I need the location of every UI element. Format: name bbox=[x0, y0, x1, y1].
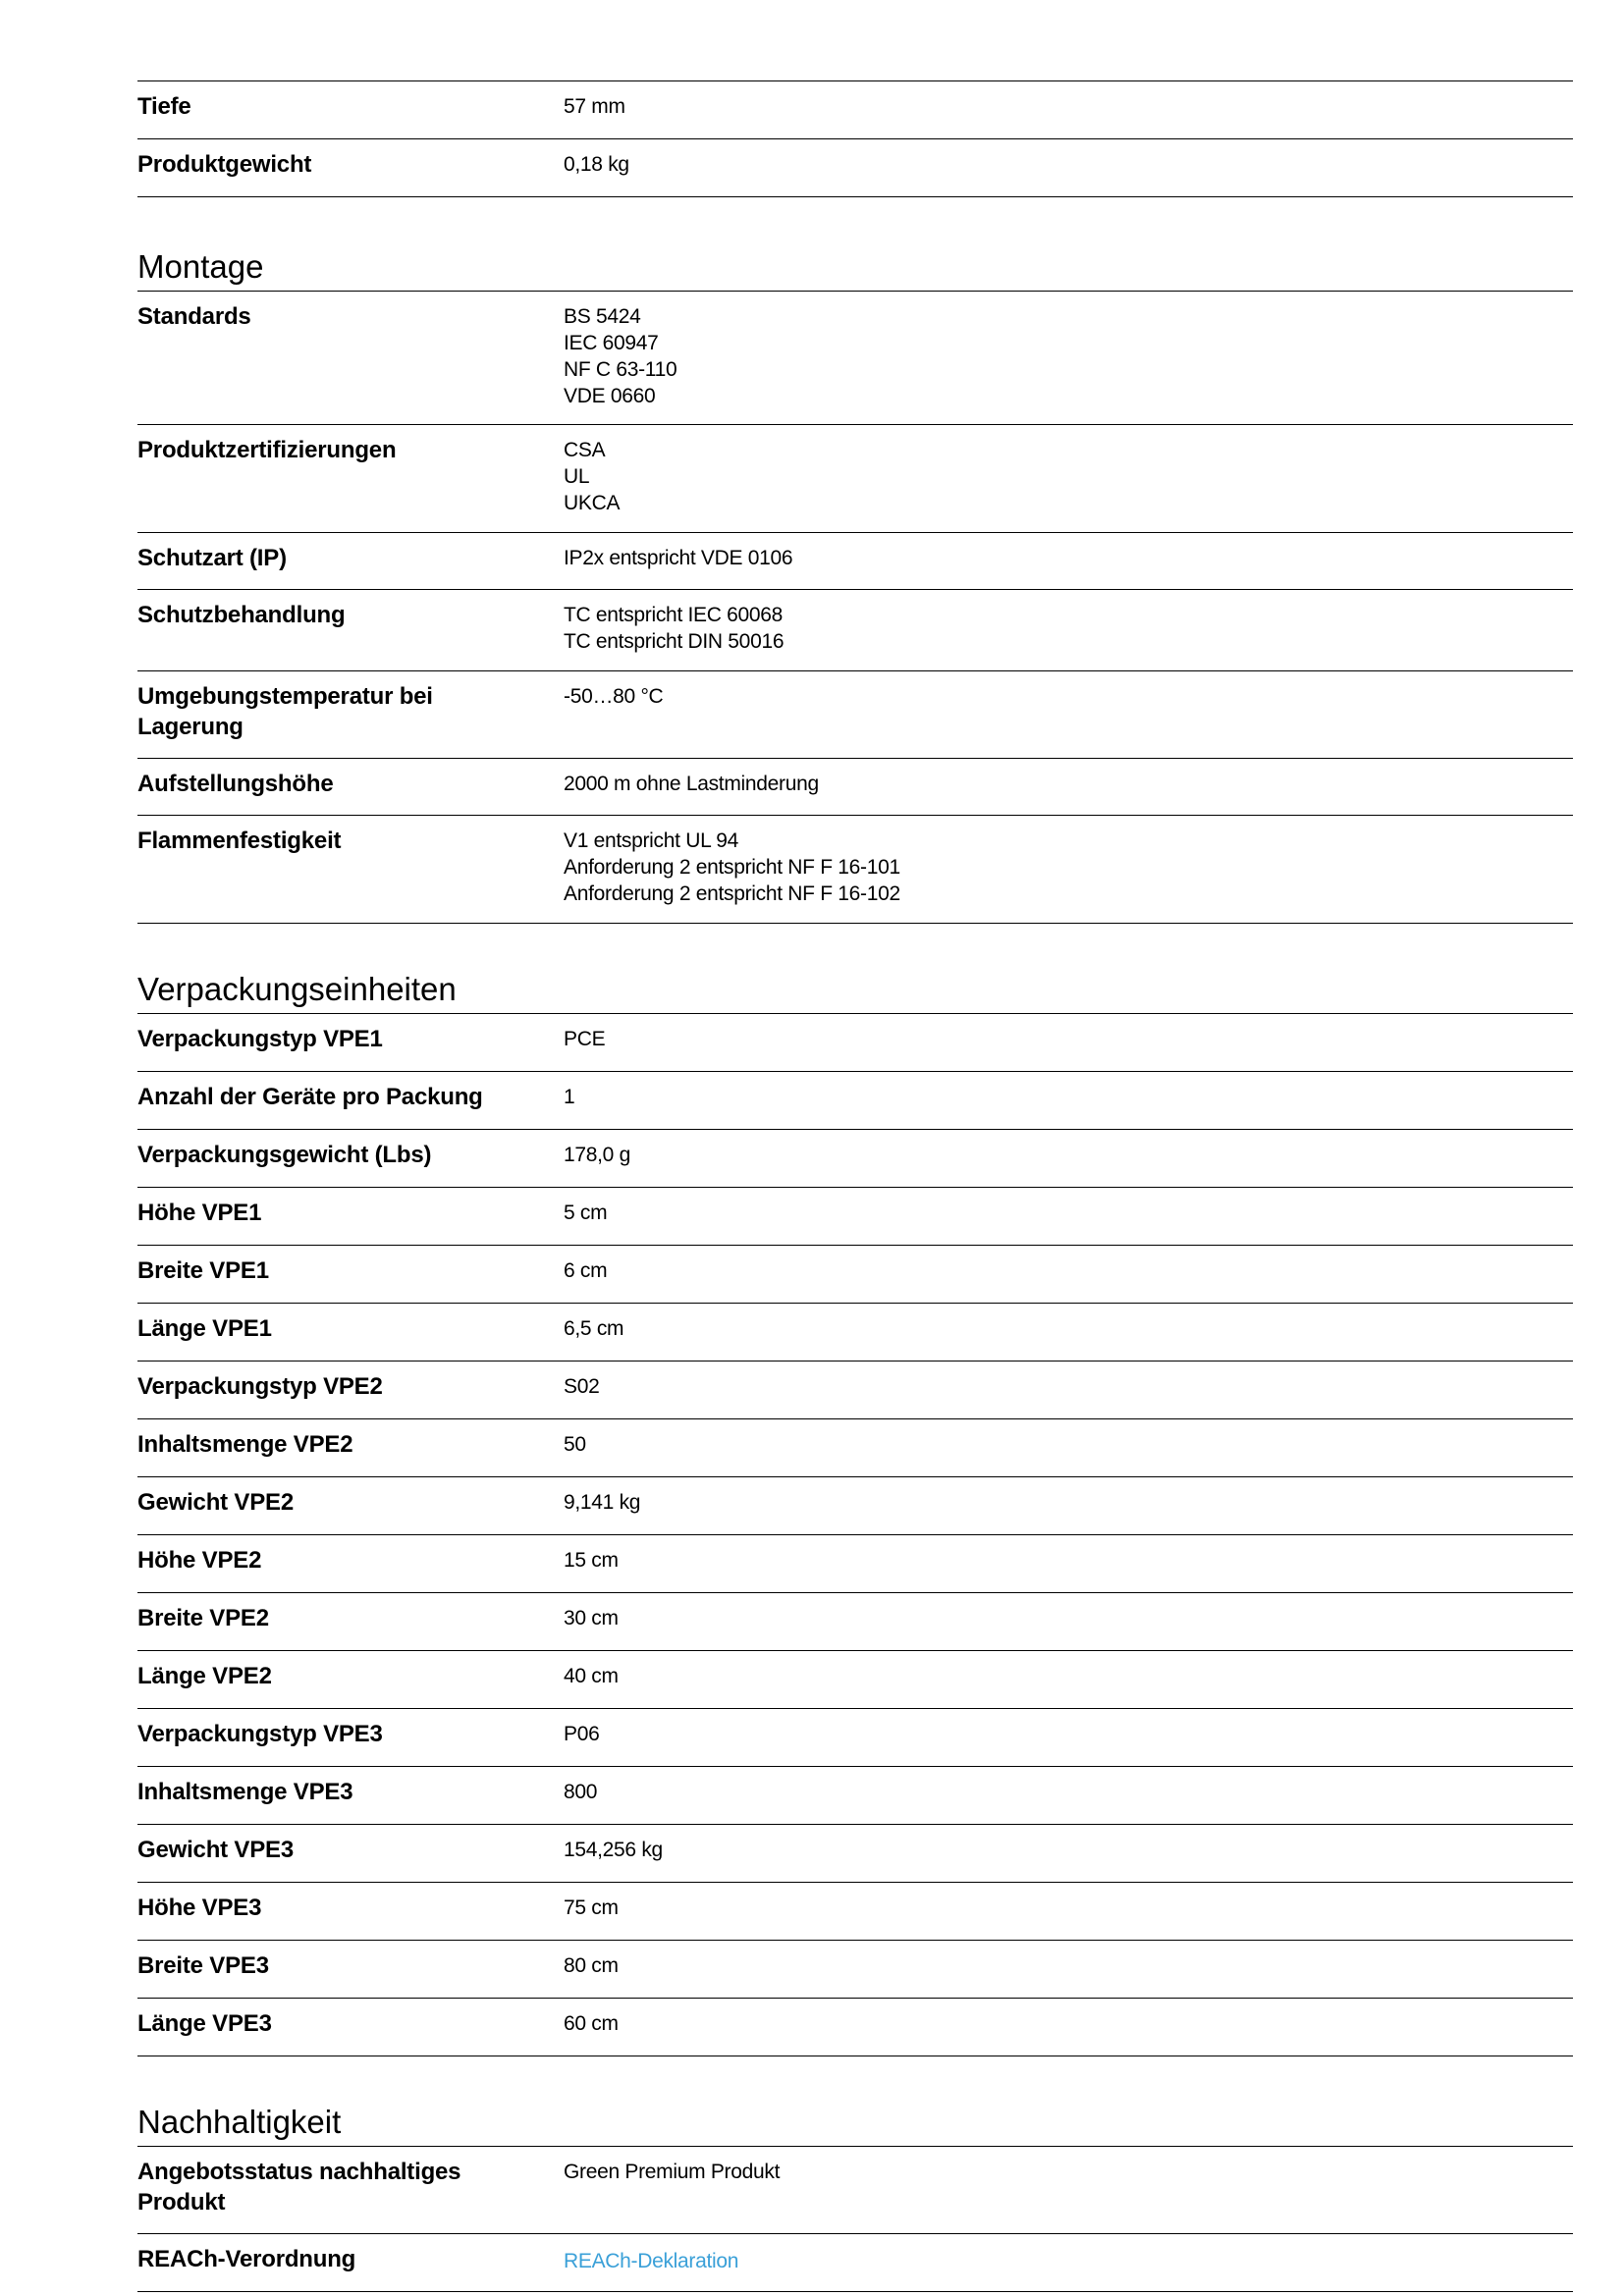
table-row bbox=[137, 1304, 1573, 1362]
dimensions-table bbox=[137, 80, 1573, 197]
row-value: 80 cm bbox=[564, 1954, 619, 1977]
table-row bbox=[137, 533, 1573, 590]
row-value: 6,5 cm bbox=[564, 1317, 624, 1340]
row-value: 50 bbox=[564, 1433, 586, 1456]
table-row bbox=[137, 2147, 1573, 2234]
row-value: -50…80 °C bbox=[564, 685, 664, 708]
row-value: P06 bbox=[564, 1723, 600, 1745]
row-value: 15 cm bbox=[564, 1549, 619, 1572]
table-row bbox=[137, 292, 1573, 425]
table-row bbox=[137, 1246, 1573, 1304]
row-label: Höhe VPE1 bbox=[137, 1200, 262, 1226]
section-table bbox=[137, 2146, 1573, 2292]
section-title: Montage bbox=[137, 248, 264, 285]
table-row bbox=[137, 1767, 1573, 1825]
table-row bbox=[137, 1130, 1573, 1188]
row-label: Verpackungsgewicht (Lbs) bbox=[137, 1142, 432, 1168]
row-value: CSA UL UKCA bbox=[564, 439, 621, 514]
row-label: Höhe VPE2 bbox=[137, 1547, 262, 1574]
table-row bbox=[137, 1883, 1573, 1941]
table-row bbox=[137, 1593, 1573, 1651]
table-row bbox=[137, 816, 1573, 924]
row-value: Green Premium Produkt bbox=[564, 2161, 781, 2183]
table-row bbox=[137, 425, 1573, 533]
section-table bbox=[137, 1013, 1573, 2056]
row-label: Tiefe bbox=[137, 93, 191, 120]
row-label: Breite VPE1 bbox=[137, 1257, 269, 1284]
table-row bbox=[137, 1014, 1573, 1072]
table-row bbox=[137, 671, 1573, 759]
table-row bbox=[137, 1072, 1573, 1130]
table-row bbox=[137, 1362, 1573, 1419]
row-label: Schutzart (IP) bbox=[137, 545, 287, 571]
row-value: 5 cm bbox=[564, 1201, 608, 1224]
row-value: 57 mm bbox=[564, 95, 625, 118]
row-value: PCE bbox=[564, 1028, 606, 1050]
row-label: Angebotsstatus nachhaltiges Produkt bbox=[137, 2159, 461, 2216]
row-value: IP2x entspricht VDE 0106 bbox=[564, 547, 793, 569]
row-value: 9,141 kg bbox=[564, 1491, 641, 1514]
row-value: 75 cm bbox=[564, 1896, 619, 1919]
row-value: 40 cm bbox=[564, 1665, 619, 1687]
row-label: Länge VPE3 bbox=[137, 2010, 272, 2037]
row-label: Länge VPE2 bbox=[137, 1663, 272, 1689]
table-row bbox=[137, 759, 1573, 816]
table-row bbox=[137, 1825, 1573, 1883]
table-row bbox=[137, 590, 1573, 671]
row-value: 1 bbox=[564, 1086, 575, 1108]
row-label: Gewicht VPE3 bbox=[137, 1837, 294, 1863]
section-montage bbox=[137, 249, 1573, 924]
row-label: Verpackungstyp VPE2 bbox=[137, 1373, 383, 1400]
table-row bbox=[137, 1651, 1573, 1709]
table-row bbox=[137, 81, 1573, 139]
row-label: Umgebungstemperatur bei Lagerung bbox=[137, 683, 433, 740]
table-row bbox=[137, 1477, 1573, 1535]
row-value: S02 bbox=[564, 1375, 600, 1398]
row-label: Aufstellungshöhe bbox=[137, 771, 334, 797]
row-value: V1 entspricht UL 94 Anforderung 2 entspricht NF F 16-101 Anforderung 2 entspricht NF F 16-102 bbox=[564, 829, 900, 905]
row-label: Produktgewicht bbox=[137, 151, 312, 178]
row-value: 154,256 kg bbox=[564, 1839, 663, 1861]
section-table bbox=[137, 291, 1573, 924]
row-value: 60 cm bbox=[564, 2012, 619, 2035]
row-label: Inhaltsmenge VPE3 bbox=[137, 1779, 353, 1805]
table-row bbox=[137, 2234, 1573, 2292]
table-row bbox=[137, 139, 1573, 197]
row-label: Verpackungstyp VPE3 bbox=[137, 1721, 383, 1747]
row-label: Produktzertifizierungen bbox=[137, 437, 397, 463]
row-value bbox=[564, 2234, 1573, 2291]
row-value: 30 cm bbox=[564, 1607, 619, 1629]
section-verpackungseinheiten bbox=[137, 972, 1573, 2056]
row-value: 6 cm bbox=[564, 1259, 608, 1282]
table-row bbox=[137, 1941, 1573, 1999]
table-row bbox=[137, 1419, 1573, 1477]
row-label: Höhe VPE3 bbox=[137, 1895, 262, 1921]
row-label: Gewicht VPE2 bbox=[137, 1489, 294, 1516]
row-label: Anzahl der Geräte pro Packung bbox=[137, 1084, 483, 1110]
reach-declaration-link[interactable]: REACh-Deklaration bbox=[564, 2250, 739, 2272]
row-label: Verpackungstyp VPE1 bbox=[137, 1026, 383, 1052]
section-nachhaltigkeit bbox=[137, 2105, 1573, 2292]
section-title: Verpackungseinheiten bbox=[137, 971, 457, 1007]
row-label: Flammenfestigkeit bbox=[137, 828, 342, 854]
row-label: Inhaltsmenge VPE2 bbox=[137, 1431, 353, 1458]
row-value: 2000 m ohne Lastminderung bbox=[564, 773, 819, 795]
row-label: Breite VPE3 bbox=[137, 1952, 269, 1979]
row-label: Breite VPE2 bbox=[137, 1605, 269, 1631]
table-row bbox=[137, 1535, 1573, 1593]
row-value: 178,0 g bbox=[564, 1144, 630, 1166]
row-label: REACh-Verordnung bbox=[137, 2246, 356, 2272]
row-label: Standards bbox=[137, 303, 251, 330]
table-row bbox=[137, 1999, 1573, 2056]
row-label: Schutzbehandlung bbox=[137, 602, 346, 628]
row-value: 800 bbox=[564, 1781, 598, 1803]
table-row bbox=[137, 1188, 1573, 1246]
table-row bbox=[137, 1709, 1573, 1767]
row-value: 0,18 kg bbox=[564, 153, 629, 176]
row-label: Länge VPE1 bbox=[137, 1315, 272, 1342]
row-value: TC entspricht IEC 60068 TC entspricht DIN 50016 bbox=[564, 604, 785, 653]
section-title: Nachhaltigkeit bbox=[137, 2104, 342, 2140]
row-value: BS 5424 IEC 60947 NF C 63-110 VDE 0660 bbox=[564, 305, 677, 407]
